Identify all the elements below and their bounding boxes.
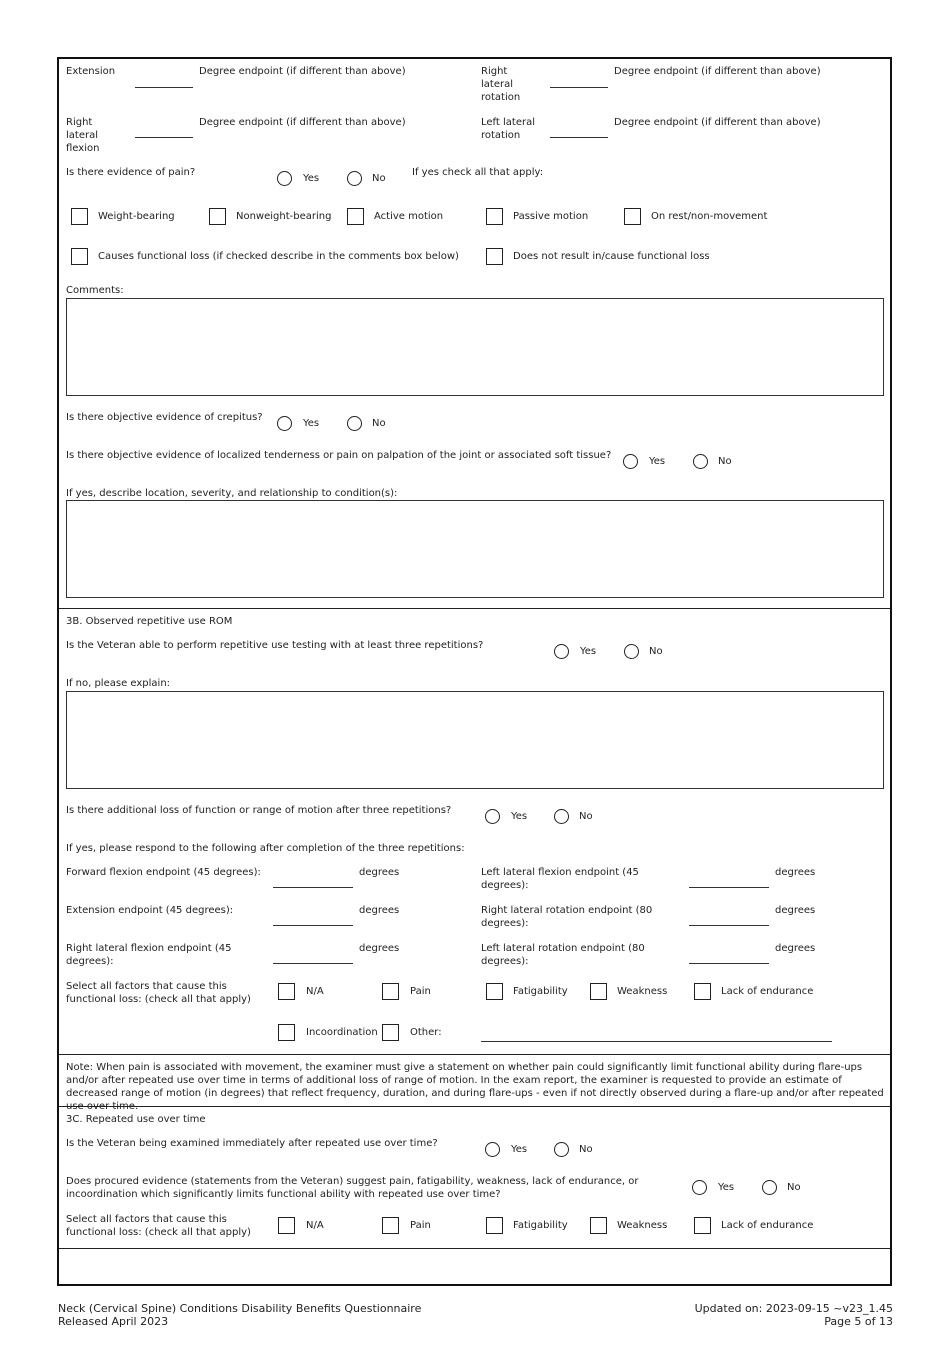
factor-3c-fatigability-checkbox[interactable] — [486, 1217, 503, 1234]
left-lateral-flexion-label: Left lateral flexion endpoint (45 degrees): — [481, 867, 639, 891]
footer-updated: Updated on: 2023-09-15 ~v23_1.45 — [694, 1302, 893, 1315]
passive-motion-checkbox[interactable] — [486, 208, 503, 225]
factor-3b-lack-of-endurance-label: Lack of endurance — [721, 986, 814, 997]
passive-motion-label: Passive motion — [513, 211, 589, 222]
crepitus-no-label: No — [372, 418, 386, 429]
crepitus-question: Is there objective evidence of crepitus? — [66, 412, 263, 423]
section-3b-title: 3B. Observed repetitive use ROM — [66, 616, 233, 627]
explain-label: If no, please explain: — [66, 678, 171, 689]
factor-3c-pain-label: Pain — [410, 1220, 431, 1231]
factors-3c-label: Select all factors that cause this functional loss: (check all that apply) — [66, 1214, 251, 1238]
pain-question: Is there evidence of pain? — [66, 167, 196, 178]
right-lateral-rotation-input[interactable] — [550, 87, 608, 88]
extension-input[interactable] — [135, 87, 193, 88]
factor-3b-incoordination-label: Incoordination — [306, 1027, 378, 1038]
tenderness-describe-textarea[interactable] — [66, 500, 884, 598]
footer-released: Released April 2023 — [58, 1315, 169, 1328]
on-rest-label: On rest/non-movement — [651, 211, 768, 222]
comments-label: Comments: — [66, 285, 124, 296]
crepitus-yes-radio[interactable] — [277, 416, 292, 431]
factor-3c-pain-checkbox[interactable] — [382, 1217, 399, 1234]
nonweight-bearing-label: Nonweight-bearing — [236, 211, 332, 222]
causes-functional-loss-label: Causes functional loss (if checked describe in the comments box below) — [98, 251, 459, 262]
section-3c-title: 3C. Repeated use over time — [66, 1114, 206, 1125]
factor-3b-incoordination-checkbox[interactable] — [278, 1024, 295, 1041]
extension-degree-endpoint-label: Degree endpoint (if different than above) — [199, 66, 406, 77]
crepitus-yes-label: Yes — [303, 418, 320, 429]
weight-bearing-label: Weight-bearing — [98, 211, 175, 222]
additional-loss-yes-radio[interactable] — [485, 809, 500, 824]
factors-3b-label: Select all factors that cause this functional loss: (check all that apply) — [66, 981, 251, 1005]
factor-3b-pain-label: Pain — [410, 986, 431, 997]
right-lateral-flexion-endpoint-degrees: degrees — [359, 943, 400, 954]
procured-no-label: No — [787, 1182, 801, 1193]
pain-yes-label: Yes — [303, 173, 320, 184]
comments-textarea[interactable] — [66, 298, 884, 396]
repetitive-able-question: Is the Veteran able to perform repetitive use testing with at least three repetitions? — [66, 640, 484, 651]
factor-3c-fatigability-label: Fatigability — [513, 1220, 568, 1231]
extension-label: Extension — [66, 66, 116, 77]
tenderness-question: Is there objective evidence of localized tenderness or pain on palpation of the joint or associated soft tissue? — [66, 450, 612, 461]
procured-evidence-question: Does procured evidence (statements from the Veteran) suggest pain, fatigability, weakness, lack of endurance, or incoordination which significantly limits functional ability with repeated use over time? — [66, 1176, 639, 1200]
right-lateral-rotation-endpoint-input[interactable] — [689, 925, 769, 926]
footer-page-number: Page 5 of 13 — [824, 1315, 893, 1328]
crepitus-no-radio[interactable] — [347, 416, 362, 431]
factor-3b-na-label: N/A — [306, 986, 324, 997]
procured-yes-radio[interactable] — [692, 1180, 707, 1195]
factor-3b-pain-checkbox[interactable] — [382, 983, 399, 1000]
factor-3b-fatigability-label: Fatigability — [513, 986, 568, 997]
right-lateral-rotation-endpoint-label: Right lateral rotation endpoint (80 degrees): — [481, 905, 653, 929]
left-lateral-rotation-degree-endpoint-label: Degree endpoint (if different than above) — [614, 117, 821, 128]
left-lateral-rotation-endpoint-input[interactable] — [689, 963, 769, 964]
pain-no-label: No — [372, 173, 386, 184]
left-lateral-flexion-degrees: degrees — [775, 867, 816, 878]
weight-bearing-checkbox[interactable] — [71, 208, 88, 225]
factor-3b-fatigability-checkbox[interactable] — [486, 983, 503, 1000]
immediately-no-label: No — [579, 1144, 593, 1155]
left-lateral-rotation-endpoint-degrees: degrees — [775, 943, 816, 954]
active-motion-checkbox[interactable] — [347, 208, 364, 225]
additional-loss-question: Is there additional loss of function or range of motion after three repetitions? — [66, 805, 452, 816]
factor-3b-other-checkbox[interactable] — [382, 1024, 399, 1041]
on-rest-checkbox[interactable] — [624, 208, 641, 225]
right-lateral-flexion-degree-endpoint-label: Degree endpoint (if different than above) — [199, 117, 406, 128]
repetitive-able-no-label: No — [649, 646, 663, 657]
procured-no-radio[interactable] — [762, 1180, 777, 1195]
additional-loss-no-radio[interactable] — [554, 809, 569, 824]
does-not-result-label: Does not result in/cause functional loss — [513, 251, 710, 262]
repetitive-able-yes-label: Yes — [580, 646, 597, 657]
pain-yes-radio[interactable] — [277, 171, 292, 186]
immediately-yes-label: Yes — [511, 1144, 528, 1155]
additional-loss-no-label: No — [579, 811, 593, 822]
left-lateral-rotation-input[interactable] — [550, 137, 608, 138]
right-lateral-rotation-endpoint-degrees: degrees — [775, 905, 816, 916]
immediately-yes-radio[interactable] — [485, 1142, 500, 1157]
immediately-no-radio[interactable] — [554, 1142, 569, 1157]
active-motion-label: Active motion — [374, 211, 444, 222]
factor-3c-na-checkbox[interactable] — [278, 1217, 295, 1234]
tenderness-no-radio[interactable] — [693, 454, 708, 469]
extension-endpoint-degrees: degrees — [359, 905, 400, 916]
factor-3c-weakness-checkbox[interactable] — [590, 1217, 607, 1234]
footer-form-title: Neck (Cervical Spine) Conditions Disability Benefits Questionnaire — [58, 1302, 422, 1315]
repetitive-able-no-radio[interactable] — [624, 644, 639, 659]
respond-label: If yes, please respond to the following after completion of the three repetitions: — [66, 843, 465, 854]
factor-3b-lack-of-endurance-checkbox[interactable] — [694, 983, 711, 1000]
repetitive-able-yes-radio[interactable] — [554, 644, 569, 659]
right-lateral-flexion-input[interactable] — [135, 137, 193, 138]
immediately-question: Is the Veteran being examined immediately after repeated use over time? — [66, 1138, 438, 1149]
left-lateral-flexion-input[interactable] — [689, 887, 769, 888]
factor-3b-weakness-checkbox[interactable] — [590, 983, 607, 1000]
tenderness-no-label: No — [718, 456, 732, 467]
right-lateral-rotation-degree-endpoint-label: Degree endpoint (if different than above) — [614, 66, 821, 77]
right-lateral-flexion-label: Right lateral flexion — [66, 117, 100, 154]
additional-loss-yes-label: Yes — [511, 811, 528, 822]
forward-flexion-label: Forward flexion endpoint (45 degrees): — [66, 867, 261, 878]
causes-functional-loss-checkbox[interactable] — [71, 248, 88, 265]
section-divider — [59, 1248, 890, 1249]
section-divider — [59, 1106, 890, 1107]
forward-flexion-input[interactable] — [273, 887, 353, 888]
left-lateral-rotation-endpoint-label: Left lateral rotation endpoint (80 degrees): — [481, 943, 645, 967]
factor-3c-lack-of-endurance-checkbox[interactable] — [694, 1217, 711, 1234]
factor-3c-weakness-label: Weakness — [617, 1220, 668, 1231]
right-lateral-rotation-label: Right lateral rotation — [481, 66, 521, 103]
tenderness-yes-label: Yes — [649, 456, 666, 467]
left-lateral-rotation-label: Left lateral rotation — [481, 117, 535, 141]
factor-3b-other-input[interactable] — [481, 1041, 832, 1042]
forward-flexion-degrees: degrees — [359, 867, 400, 878]
nonweight-bearing-checkbox[interactable] — [209, 208, 226, 225]
factor-3b-weakness-label: Weakness — [617, 986, 668, 997]
factor-3b-na-checkbox[interactable] — [278, 983, 295, 1000]
factor-3b-other-label: Other: — [410, 1027, 442, 1038]
extension-endpoint-label: Extension endpoint (45 degrees): — [66, 905, 234, 916]
does-not-result-checkbox[interactable] — [486, 248, 503, 265]
factor-3c-lack-of-endurance-label: Lack of endurance — [721, 1220, 814, 1231]
right-lateral-flexion-endpoint-input[interactable] — [273, 963, 353, 964]
factor-3c-na-label: N/A — [306, 1220, 324, 1231]
extension-endpoint-input[interactable] — [273, 925, 353, 926]
tenderness-describe-label: If yes, describe location, severity, and relationship to condition(s): — [66, 488, 398, 499]
tenderness-yes-radio[interactable] — [623, 454, 638, 469]
procured-yes-label: Yes — [718, 1182, 735, 1193]
right-lateral-flexion-endpoint-label: Right lateral flexion endpoint (45 degrees): — [66, 943, 232, 967]
section-divider — [59, 1054, 890, 1055]
pain-if-yes-label: If yes check all that apply: — [412, 167, 544, 178]
explain-textarea[interactable] — [66, 691, 884, 789]
pain-no-radio[interactable] — [347, 171, 362, 186]
section-divider — [59, 608, 890, 609]
flare-up-note: Note: When pain is associated with movement, the examiner must give a statement on whether pain could significantly limit functional ability during flare-ups and/or after repeated use over time in terms of additional loss of range of motion. In the exam report, the examiner is requested to provide an estimate of decreased range of motion (in degrees) that reflect frequency, duration, and during flare-ups - even if not directly observed during a flare-up and/or after repeated — [66, 1062, 884, 1099]
